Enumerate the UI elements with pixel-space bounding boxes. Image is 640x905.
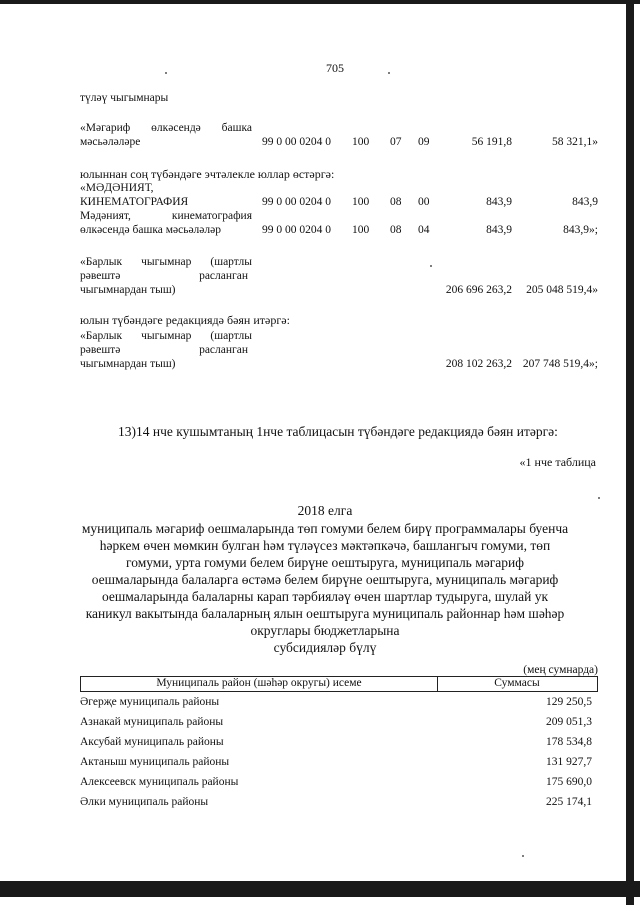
row-education-pr: 09: [418, 136, 430, 148]
table-row-amount: 178 534,8: [546, 736, 592, 748]
scan-speck: [165, 72, 167, 74]
table-year: 2018 елга: [297, 503, 353, 518]
row-education-rz: 07: [390, 136, 402, 148]
total-new-label-3: чыгымнардан тыш): [80, 358, 176, 370]
add-lines-instruction: юлыннан соң түбәндәге эчтәлекле юллар өстәргә:: [80, 167, 335, 181]
total-old-label-2: рәвештә расланган: [80, 270, 248, 282]
row-education-label: «Мәгариф өлкәсендә башка: [80, 122, 252, 134]
row-culture-label-2: КИНЕМАТОГРАФИЯ: [80, 196, 189, 208]
row-culture-pr: 00: [418, 196, 430, 208]
row-culture-sum1: 843,9: [486, 196, 512, 208]
row-education-sum2: 58 321,1»: [552, 136, 598, 148]
row-culture-vr: 100: [352, 196, 370, 208]
total-new-sum2: 207 748 519,4»;: [522, 358, 598, 370]
section-intro-text: түләү чыгымнары: [80, 92, 169, 104]
total-new-label-2: рәвештә расланган: [80, 344, 248, 356]
row-culture-other-code: 99 0 00 0204 0: [262, 224, 331, 236]
row-culture-other-label-2: өлкәсендә башка мәсьәләләр: [80, 224, 221, 236]
total-old-label: «Барлык чыгымнар (шартлы: [80, 256, 252, 268]
table-row-name: Азнакай муниципаль районы: [80, 716, 224, 728]
table-row-amount: 209 051,3: [546, 716, 592, 728]
row-culture-label: «МӘДӘНИЯТ,: [80, 182, 154, 194]
table-row-name: Аксубай муниципаль районы: [80, 736, 224, 748]
row-culture-other-label: Мәдәният, кинематография: [80, 210, 252, 222]
row-culture-code: 99 0 00 0204 0: [262, 196, 331, 208]
table-row-name: Алексеевск муниципаль районы: [80, 776, 239, 788]
row-culture-other-vr: 100: [352, 224, 370, 236]
row-culture-other-rz: 08: [390, 224, 402, 236]
scan-speck: [388, 72, 390, 74]
total-old-label-3: чыгымнардан тыш): [80, 284, 176, 296]
row-education-vr: 100: [352, 136, 370, 148]
row-culture-other-sum1: 843,9: [486, 224, 512, 236]
col-header-name: Муниципаль район (шәһәр округы) исеме: [156, 677, 362, 689]
instruction-13: 13)14 нче кушымтаның 1нче таблицасын түбәндәге редакциядә бәян итәргә:: [118, 424, 558, 439]
scan-border-right: [626, 0, 634, 905]
total-old-sum2: 205 048 519,4»: [526, 284, 598, 296]
scan-border-bottom: [0, 881, 640, 897]
row-education-sum1: 56 191,8: [471, 136, 512, 148]
table-row-name: Актаныш муниципаль районы: [80, 756, 230, 768]
row-education-label-2: мәсьәләләре: [80, 136, 141, 148]
row-culture-sum2: 843,9: [572, 196, 598, 208]
scan-speck: [430, 265, 432, 267]
table-row-name: Әлки муниципаль районы: [80, 796, 209, 808]
row-culture-other-pr: 04: [418, 224, 430, 236]
table-title: муниципаль мәгариф оешмаларында төп гомуми белем бирү программалары буенча һәркем өчен мөмкин булган һәм түләүсез мәктәпкәчә, башлангыч гомуми, төп гомуми, урта гомуми белем бирүне оештыруга, муниципаль мәгариф оешмаларында балаларга өстәмә белем бирүне оештыруга, муниципаль мәгариф оешмаларында балаларны карап тәрбияләү өчен шартлар тудыруга, шулай ук каникул вакытында балаларның ялын оештыруга муниципаль районнар һәм шәһәр округлары бюджетларына субсидияләр бүлү: [81, 521, 569, 655]
col-header-amount: Суммасы: [494, 677, 540, 689]
row-culture-rz: 08: [390, 196, 402, 208]
table-reference: «1 нче таблица: [519, 455, 596, 469]
total-new-label: «Барлык чыгымнар (шартлы: [80, 330, 252, 342]
total-new-sum1: 208 102 263,2: [445, 358, 512, 370]
table-row-amount: 131 927,7: [546, 756, 592, 768]
scan-speck: [598, 497, 600, 499]
table-row-amount: 175 690,0: [546, 776, 592, 788]
table-row-amount: 129 250,5: [546, 696, 592, 708]
scan-border-top: [0, 0, 640, 4]
units-label: (мең сумнарда): [523, 664, 598, 676]
row-education-code: 99 0 00 0204 0: [262, 136, 331, 148]
edit-line-instruction: юлын түбәндәге редакциядә бәян итәргә:: [80, 313, 290, 327]
total-old-sum1: 206 696 263,2: [445, 284, 512, 296]
row-culture-other-sum2: 843,9»;: [563, 224, 598, 236]
scan-speck: [522, 855, 524, 857]
table-row-amount: 225 174,1: [546, 796, 592, 808]
table-row-name: Әгерҗе муниципаль районы: [80, 696, 220, 708]
page-number: 705: [326, 61, 344, 75]
